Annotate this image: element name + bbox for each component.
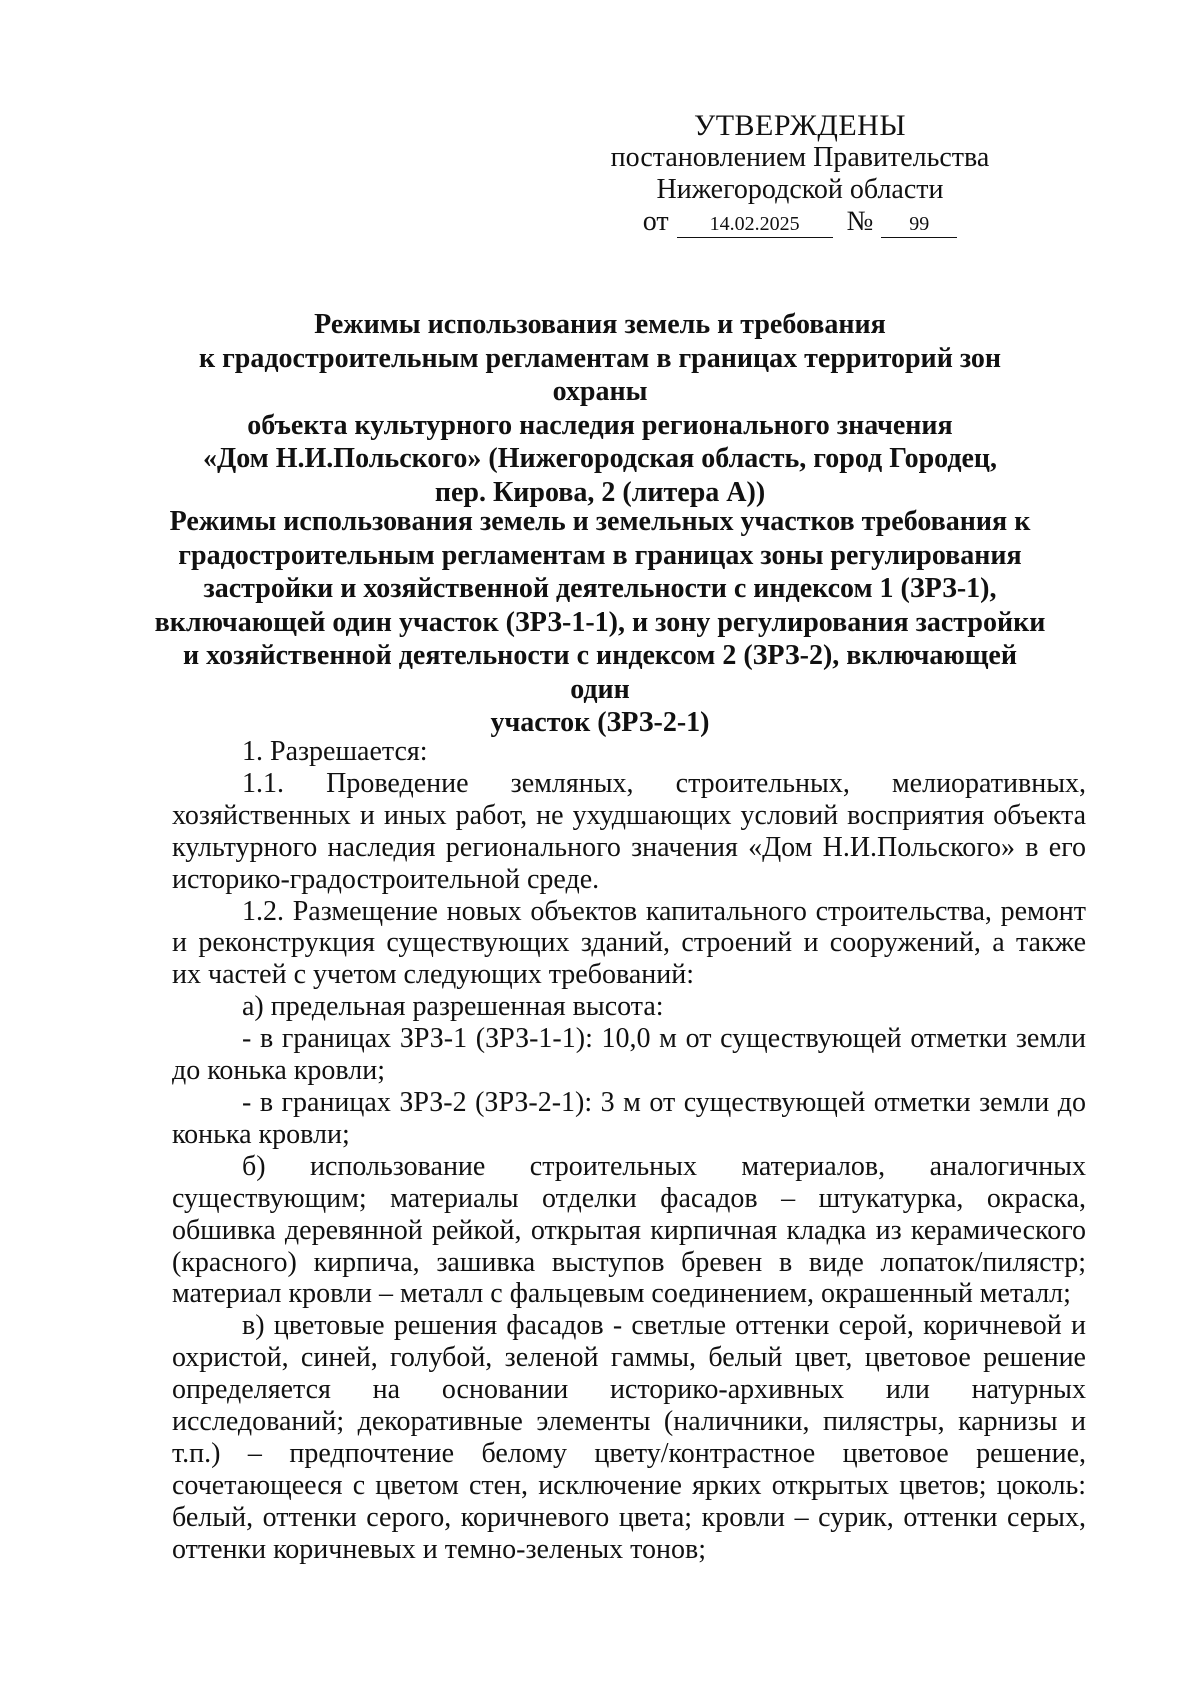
section-title-line: и хозяйственной деятельности с индексом 2 (ЗРЗ-2), включающей один: [183, 640, 1017, 705]
paragraph-a: а) предельная разрешенная высота:: [242, 991, 664, 1023]
approval-date-line: [600, 206, 1000, 238]
paragraph-permitted: 1. Разрешается:: [242, 736, 428, 767]
number-prefix: №: [846, 206, 874, 237]
paragraph-v: в) цветовые решения фасадов - светлые оттенки серой, коричневой и охристой, синей, голубой, зеленой гаммы, белый цвет, цветовое решение определяется на основании историко-архивных или натурных исследований; декоративные элементы (наличники, пилястры, карнизы и т.п.) – предпочтение белому цвету/контрастное цветовое решение, сочетающееся с цветом стен, исключение ярких открытых цветов; цоколь: белый, оттенки серого, коричневого цвета; кровли – сурик, оттенки серых, оттенки коричневых и темно-зеленых тонов;: [172, 1310, 1086, 1565]
section-title-line: Режимы использования земель и земельных участков требования к: [169, 506, 1031, 537]
paragraph-height-zrz1: - в границах ЗРЗ-1 (ЗРЗ-1-1): 10,0 м от существующей отметки земли до конька кровли;: [172, 1023, 1086, 1087]
approval-line-2: Нижегородской области: [656, 174, 944, 205]
paragraph-height-zrz2: - в границах ЗРЗ-2 (ЗРЗ-2-1): 3 м от существующей отметки земли до конька кровли;: [172, 1086, 1086, 1150]
approval-heading: УТВЕРЖДЕНЫ: [693, 109, 907, 142]
section-title: [150, 505, 1050, 740]
paragraph-1-2: 1.2. Размещение новых объектов капитального строительства, ремонт и реконструкция существующих зданий, строений и сооружений, а также их частей с учетом следующих требований:: [172, 895, 1086, 991]
title-line: пер. Кирова, 2 (литера А)): [434, 476, 766, 508]
approval-date: 14.02.2025: [677, 211, 833, 238]
title-line: объекта культурного наследия регионального значения: [247, 409, 953, 441]
section-title-line: участок (ЗРЗ-2-1): [490, 707, 710, 738]
paragraph-b: б) использование строительных материалов, аналогичных существующим; материалы отделки фасадов – штукатурка, окраска, обшивка деревянной рейкой, открытая кирпичная кладка из керамического (красного) кирпича, зашивка выступов бревен в виде лопаток/пилястр; материал кровли – металл с фальцевым соединением, окрашенный металл;: [172, 1150, 1086, 1310]
title-line: Режимы использования земель и требования: [314, 309, 886, 340]
approval-line-1: постановлением Правительства: [610, 142, 990, 173]
title-line: к градостроительным регламентам в границах территорий зон охраны: [198, 342, 1002, 407]
document-title: [150, 308, 1050, 509]
section-title-line: градостроительным регламентам в границах зоны регулирования: [178, 539, 1022, 571]
body-text: [172, 736, 1086, 1566]
section-title-line: включающей один участок (ЗРЗ-1-1), и зону регулирования застройки: [154, 606, 1046, 638]
approval-number: 99: [881, 211, 957, 238]
section-title-line: застройки и хозяйственной деятельности с индексом 1 (ЗРЗ-1),: [203, 573, 997, 604]
paragraph-1-1: 1.1. Проведение земляных, строительных, мелиоративных, хозяйственных и иных работ, не ухудшающих условий восприятия объекта культурного наследия регионального значения «Дом Н.И.Польского» в его историко-градостроительной среде.: [172, 767, 1086, 895]
date-prefix: от: [642, 206, 669, 237]
title-line: «Дом Н.И.Польского» (Нижегородская область, город Городец,: [202, 443, 998, 474]
approval-stamp: [600, 110, 1000, 238]
